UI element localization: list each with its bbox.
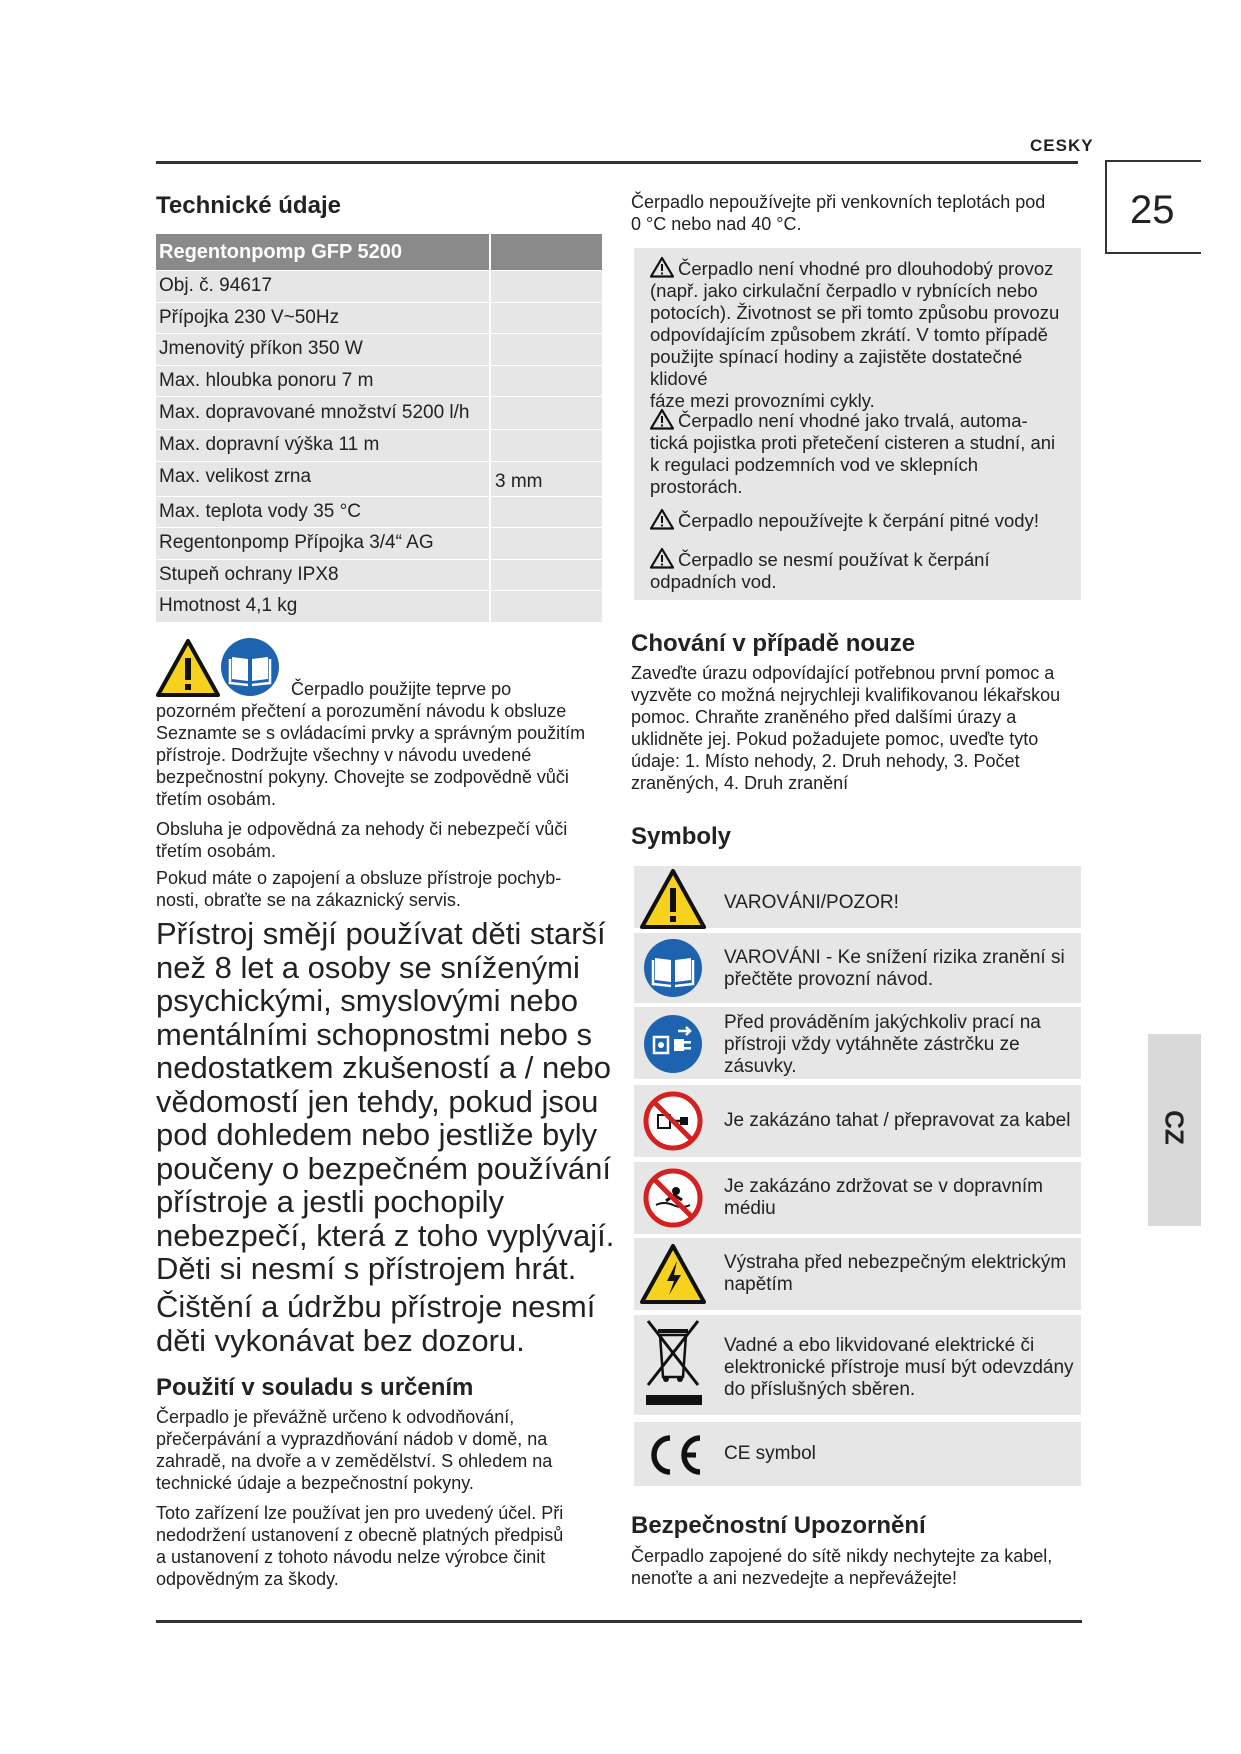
warning-line: fáze mezi provozními cykly. bbox=[650, 390, 875, 411]
text-line: Čerpadlo nepoužívejte při venkovních teplotách pod bbox=[631, 192, 1046, 212]
warning-small-icon bbox=[650, 410, 678, 431]
text-line: a ustanovení z tohoto návodu nelze výrobce činit bbox=[156, 1547, 546, 1567]
unplug-icon bbox=[640, 1013, 706, 1080]
symbol-description-line: přístroji vždy vytáhněte zástrčku ze bbox=[724, 1034, 1020, 1055]
symbol-row bbox=[634, 1422, 1081, 1486]
symbol-description-line: médiu bbox=[724, 1198, 776, 1219]
language-label: CESKY bbox=[1030, 136, 1094, 155]
text-line: děti vykonávat bez dozoru. bbox=[156, 1322, 525, 1358]
text-line: přístroje. Dodržujte všechny v návodu uvedené bbox=[156, 745, 532, 765]
spec-row-label: Přípojka 230 V~50Hz bbox=[156, 303, 491, 334]
warning-item bbox=[650, 547, 1075, 593]
spec-row-label: Max. dopravované množství 5200 l/h bbox=[156, 397, 491, 429]
spec-row-value bbox=[491, 430, 602, 461]
spec-row bbox=[156, 303, 602, 335]
symbol-row bbox=[634, 933, 1081, 1003]
text-line: Přístroj smějí používat děti starší bbox=[156, 916, 606, 951]
temperature-paragraph bbox=[631, 191, 1045, 235]
text-line: mentálními schopnostmi nebo s bbox=[156, 1016, 592, 1052]
warning-line: Čerpadlo nepoužívejte k čerpání pitné vody! bbox=[678, 510, 1039, 531]
spec-row bbox=[156, 271, 602, 303]
spec-row-value bbox=[491, 397, 602, 429]
text-line: Čerpadlo zapojené do sítě nikdy nechytejte za kabel, bbox=[631, 1546, 1053, 1566]
text-line: nedostatkem zkušeností a / nebo bbox=[156, 1050, 611, 1085]
symbol-description bbox=[724, 1176, 1074, 1220]
emergency-paragraph bbox=[631, 662, 1060, 794]
read-manual-paragraph bbox=[156, 700, 585, 810]
text-line: přístroje a jestli pochopily bbox=[156, 1184, 505, 1219]
warning-item bbox=[650, 408, 1075, 498]
emergency-title: Chování v případě nouze bbox=[631, 630, 916, 657]
text-line: odpovědným za škody. bbox=[156, 1569, 339, 1589]
spec-row-value bbox=[491, 366, 602, 397]
spec-row-label: Max. teplota vody 35 °C bbox=[156, 497, 491, 528]
no-pull-cable-icon bbox=[640, 1090, 706, 1157]
spec-row bbox=[156, 334, 602, 366]
read-manual-icon bbox=[220, 637, 280, 702]
text-line: Pokud máte o zapojení a obsluze přístroje pochyb- bbox=[156, 868, 562, 888]
safety-title: Bezpečnostní Upozornění bbox=[631, 1512, 926, 1539]
electric-hazard-icon bbox=[640, 1243, 706, 1310]
text-line: vyzvěte co možná nejrychleji kvalifikovanou lékařskou bbox=[631, 685, 1061, 705]
cleaning-warning bbox=[156, 1290, 595, 1357]
spec-row-label: Obj. č. 94617 bbox=[156, 271, 491, 302]
footer-rule bbox=[156, 1620, 1082, 1623]
spec-row-value: 3 mm bbox=[491, 462, 602, 496]
symbol-description bbox=[724, 1443, 1074, 1465]
spec-row-label: Hmotnost 4,1 kg bbox=[156, 591, 491, 622]
spec-row-value bbox=[491, 497, 602, 528]
symbol-description-line: do příslušných sběren. bbox=[724, 1379, 916, 1400]
symbol-row bbox=[634, 1315, 1081, 1415]
text-line: zahradě, na dvoře a v zemědělství. S ohledem na bbox=[156, 1451, 553, 1471]
symbol-description-line: Před prováděním jakýchkoliv prací na bbox=[724, 1012, 1041, 1033]
warning-triangle-icon bbox=[156, 638, 220, 703]
text-line: Čerpadlo je převážně určeno k odvodňování, bbox=[156, 1407, 515, 1427]
warning-item bbox=[650, 256, 1075, 412]
spec-row-label: Max. dopravní výška 11 m bbox=[156, 430, 491, 461]
spec-row-label: Jmenovitý příkon 350 W bbox=[156, 334, 491, 365]
text-line: Seznamte se s ovládacími prvky a správným použitím bbox=[156, 723, 586, 743]
operator-responsibility-paragraph bbox=[156, 818, 567, 862]
symbol-description-line: Je zakázáno tahat / přepravovat za kabel bbox=[724, 1110, 1071, 1131]
spec-row-value bbox=[491, 303, 602, 334]
children-usage-warning bbox=[156, 917, 614, 1286]
symbol-description-line: VAROVÁNI/POZOR! bbox=[724, 892, 899, 913]
purpose-paragraph bbox=[156, 1502, 563, 1590]
warning-line: k regulaci podzemních vod ve sklepních bbox=[650, 454, 979, 475]
spec-row-value bbox=[491, 591, 602, 622]
text-line: Děti si nesmí s přístrojem hrát. bbox=[156, 1251, 577, 1286]
spec-row bbox=[156, 591, 602, 623]
warning-line: (např. jako cirkulační čerpadlo v rybnících nebo bbox=[650, 280, 1038, 301]
warning-line: prostorách. bbox=[650, 476, 743, 497]
symbol-description-line: Výstraha před nebezpečným elektrickým bbox=[724, 1252, 1067, 1273]
symbol-row bbox=[634, 1007, 1081, 1079]
intended-use-paragraph bbox=[156, 1406, 552, 1494]
text-line: poučeny o bezpečném používání bbox=[156, 1150, 611, 1186]
spec-row-label: Max. velikost zrna bbox=[156, 462, 491, 496]
text-line: pomoc. Chraňte zraněného před dalšími úrazy a bbox=[631, 707, 1017, 727]
spec-table-header bbox=[156, 234, 602, 271]
text-line: Zaveďte úrazu odpovídající potřebnou první pomoc a bbox=[631, 663, 1055, 683]
safety-paragraph bbox=[631, 1545, 1052, 1589]
symbol-description-line: přečtěte provozní návod. bbox=[724, 969, 934, 990]
text-line: nedodržení ustanovení z obecně platných předpisů bbox=[156, 1525, 564, 1545]
spec-row-label: Max. hloubka ponoru 7 m bbox=[156, 366, 491, 397]
spec-row bbox=[156, 430, 602, 462]
text-line: pod dohledem nebo jestliže byly bbox=[156, 1117, 598, 1152]
warning-line: potocích). Životnost se při tomto způsobu provozu bbox=[650, 302, 1060, 323]
text-line: třetím osobám. bbox=[156, 789, 277, 809]
spec-header-label: Regentonpomp GFP 5200 bbox=[156, 234, 491, 270]
symbol-description-line: zásuvky. bbox=[724, 1056, 797, 1077]
spec-row-label: Stupeň ochrany IPX8 bbox=[156, 560, 491, 591]
symbol-row bbox=[634, 1238, 1081, 1310]
spec-row bbox=[156, 528, 602, 560]
spec-row-value bbox=[491, 334, 602, 365]
spec-title: Technické údaje bbox=[156, 192, 341, 219]
symbol-description-line: CE symbol bbox=[724, 1443, 816, 1464]
text-line: technické údaje a bezpečnostní pokyny. bbox=[156, 1473, 474, 1493]
text-line: nosti, obraťte se na zákaznický servis. bbox=[156, 890, 461, 910]
warning-small-icon bbox=[650, 510, 678, 531]
weee-bin-icon bbox=[640, 1315, 706, 1412]
customer-service-paragraph bbox=[156, 867, 561, 911]
spec-row bbox=[156, 497, 602, 529]
warning-line: odpadních vod. bbox=[650, 571, 777, 592]
spec-row-value bbox=[491, 560, 602, 591]
symbol-description bbox=[724, 1012, 1074, 1078]
warning-line: použijte spínací hodiny a zajistěte dostatečné klidové bbox=[650, 346, 1023, 389]
symbol-description bbox=[724, 1110, 1074, 1132]
symbol-description-line: elektronické přístroje musí být odevzdány bbox=[724, 1357, 1074, 1378]
spec-row-value bbox=[491, 271, 602, 302]
warning-item bbox=[650, 508, 1075, 532]
spec-row bbox=[156, 462, 602, 497]
symbol-row bbox=[634, 1085, 1081, 1157]
symbols-title: Symboly bbox=[631, 823, 732, 850]
text-line: 0 °C nebo nad 40 °C. bbox=[631, 214, 802, 234]
ce-mark-icon bbox=[640, 1424, 706, 1491]
page-number: 25 bbox=[1130, 188, 1175, 232]
read-manual-icon bbox=[640, 937, 706, 1004]
spec-table bbox=[156, 234, 602, 623]
warning-triangle-icon bbox=[640, 868, 706, 935]
warning-small-icon bbox=[650, 258, 678, 279]
text-line: pozorném přečtení a porozumění návodu k obsluze bbox=[156, 701, 567, 721]
text-line: Obsluha je odpovědná za nehody či nebezpečí vůči bbox=[156, 819, 568, 839]
text-line: Čištění a údržbu přístroje nesmí bbox=[156, 1289, 596, 1324]
warning-line: tická pojistka proti přetečení cisteren a studní, ani bbox=[650, 432, 1056, 453]
symbol-description bbox=[724, 892, 1074, 914]
spec-row-label: Regentonpomp Přípojka 3/4“ AG bbox=[156, 528, 491, 559]
warning-line: Čerpadlo není vhodné jako trvalá, automa- bbox=[678, 410, 1028, 431]
intended-use-title: Použití v souladu s určením bbox=[156, 1374, 474, 1401]
symbol-description bbox=[724, 947, 1074, 991]
text-line: psychickými, smyslovými nebo bbox=[156, 983, 579, 1018]
symbol-row bbox=[634, 866, 1081, 928]
text-line: nebezpečí, která z toho vyplývají. bbox=[156, 1217, 615, 1253]
spec-row bbox=[156, 560, 602, 592]
warning-line: Čerpadlo není vhodné pro dlouhodobý provoz bbox=[678, 258, 1054, 279]
symbol-description bbox=[724, 1335, 1074, 1401]
text-line: bezpečnostní pokyny. Chovejte se zodpovědně vůči bbox=[156, 767, 569, 787]
no-person-in-medium-icon bbox=[640, 1167, 706, 1234]
text-line: vědomostí jen tehdy, pokud jsou bbox=[156, 1083, 599, 1119]
warning-small-icon bbox=[650, 549, 678, 570]
spec-row bbox=[156, 397, 602, 430]
symbol-description-line: VAROVÁNI - Ke snížení rizika zranění si bbox=[724, 947, 1065, 968]
symbol-description-line: Vadné a ebo likvidované elektrické či bbox=[724, 1335, 1035, 1356]
spec-row bbox=[156, 366, 602, 398]
text-line: třetím osobám. bbox=[156, 841, 277, 861]
warning-line: odpovídajícím způsobem zkrátí. V tomto případě bbox=[650, 324, 1048, 345]
language-side-tab-label: CZ bbox=[1159, 1110, 1190, 1145]
text-line: zraněných, 4. Druh zranění bbox=[631, 773, 849, 793]
text-line: údaje: 1. Místo nehody, 2. Druh nehody, 3. Počet bbox=[631, 751, 1020, 771]
symbol-description-line: napětím bbox=[724, 1274, 793, 1295]
text-line: nenoťte a ani nezvedejte a nepřevážejte! bbox=[631, 1568, 957, 1588]
text-line: přečerpávání a vyprazdňování nádob v domě, na bbox=[156, 1429, 548, 1449]
text-line: než 8 let a osoby se sníženými bbox=[156, 949, 580, 985]
symbol-row bbox=[634, 1162, 1081, 1234]
spec-row-value bbox=[491, 528, 602, 559]
symbol-description-line: Je zakázáno zdržovat se v dopravním bbox=[724, 1176, 1043, 1197]
text-line: Toto zařízení lze používat jen pro uvedený účel. Při bbox=[156, 1503, 564, 1523]
text-line: uklidněte jej. Pokud požadujete pomoc, uveďte tyto bbox=[631, 729, 1039, 749]
header-rule bbox=[156, 161, 1078, 164]
warning-line: Čerpadlo se nesmí používat k čerpání bbox=[678, 549, 990, 570]
symbol-description bbox=[724, 1252, 1074, 1296]
read-manual-first-line: Čerpadlo použijte teprve po bbox=[291, 679, 512, 699]
